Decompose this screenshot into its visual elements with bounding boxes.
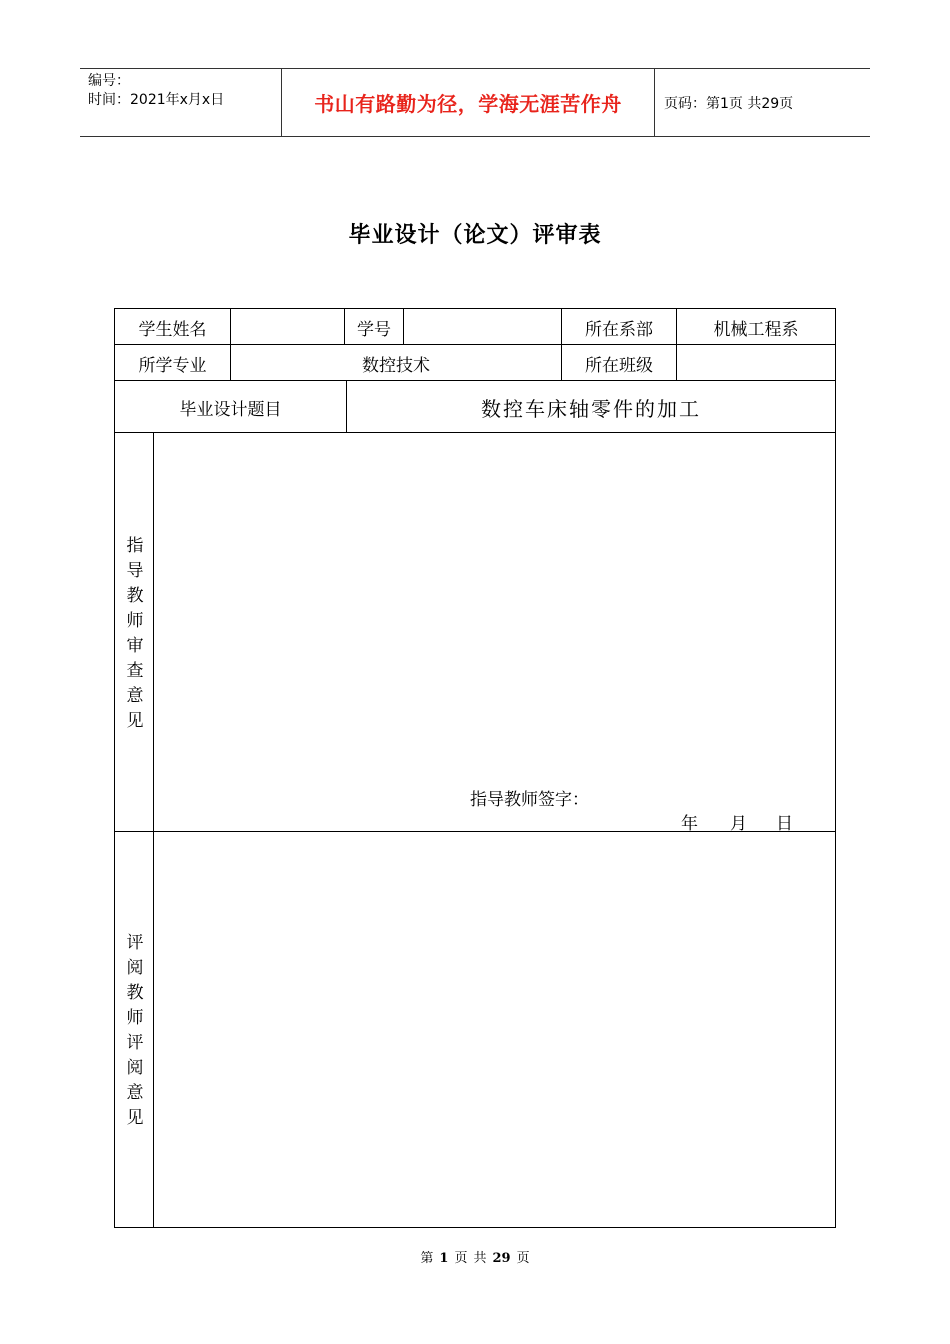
advisor-signature-label: 指导教师签字：: [470, 790, 589, 810]
topic-value[interactable]: 数控车床轴零件的加工: [481, 396, 701, 421]
student-id-label: 学号: [357, 319, 391, 340]
topic-label: 毕业设计题目: [179, 399, 282, 420]
header-divider-2: [654, 68, 655, 136]
review-form: [114, 308, 836, 1228]
header-bottom-rule: [80, 136, 870, 137]
class-label: 所在班级: [585, 355, 653, 376]
page-footer: 第 1 页 共 29 页: [420, 1251, 530, 1266]
class-field[interactable]: [677, 345, 835, 381]
row-line-4: [115, 831, 835, 832]
student-name-field[interactable]: [231, 309, 344, 345]
reviewer-review-label: 评 阅 教 师 评 阅 意 见: [126, 933, 144, 1128]
major-value[interactable]: 数控技术: [362, 355, 430, 376]
advisor-date-day: 日: [776, 814, 793, 834]
department-value[interactable]: 机械工程系: [713, 319, 799, 340]
advisor-review-label: 指 导 教 师 审 查 意 见: [126, 536, 144, 731]
student-name-label: 学生姓名: [138, 319, 207, 340]
header-page-info: 页码：第1页 共29页: [664, 96, 794, 112]
header-motto: 书山有路勤为径，学海无涯苦作舟: [314, 91, 622, 116]
advisor-comment-area[interactable]: [155, 434, 835, 830]
header-time-label: 时间：2021年x月x日: [88, 92, 225, 108]
student-id-field[interactable]: [404, 309, 561, 345]
major-label: 所学专业: [138, 355, 207, 376]
reviewer-comment-area[interactable]: [155, 833, 835, 1226]
document-title: 毕业设计（论文）评审表: [348, 223, 602, 248]
department-label: 所在系部: [585, 319, 653, 340]
advisor-date-year: 年: [681, 814, 698, 834]
header-meta: [88, 72, 224, 110]
advisor-date-month: 月: [730, 814, 747, 834]
header-number-label: 编号：: [88, 73, 130, 89]
